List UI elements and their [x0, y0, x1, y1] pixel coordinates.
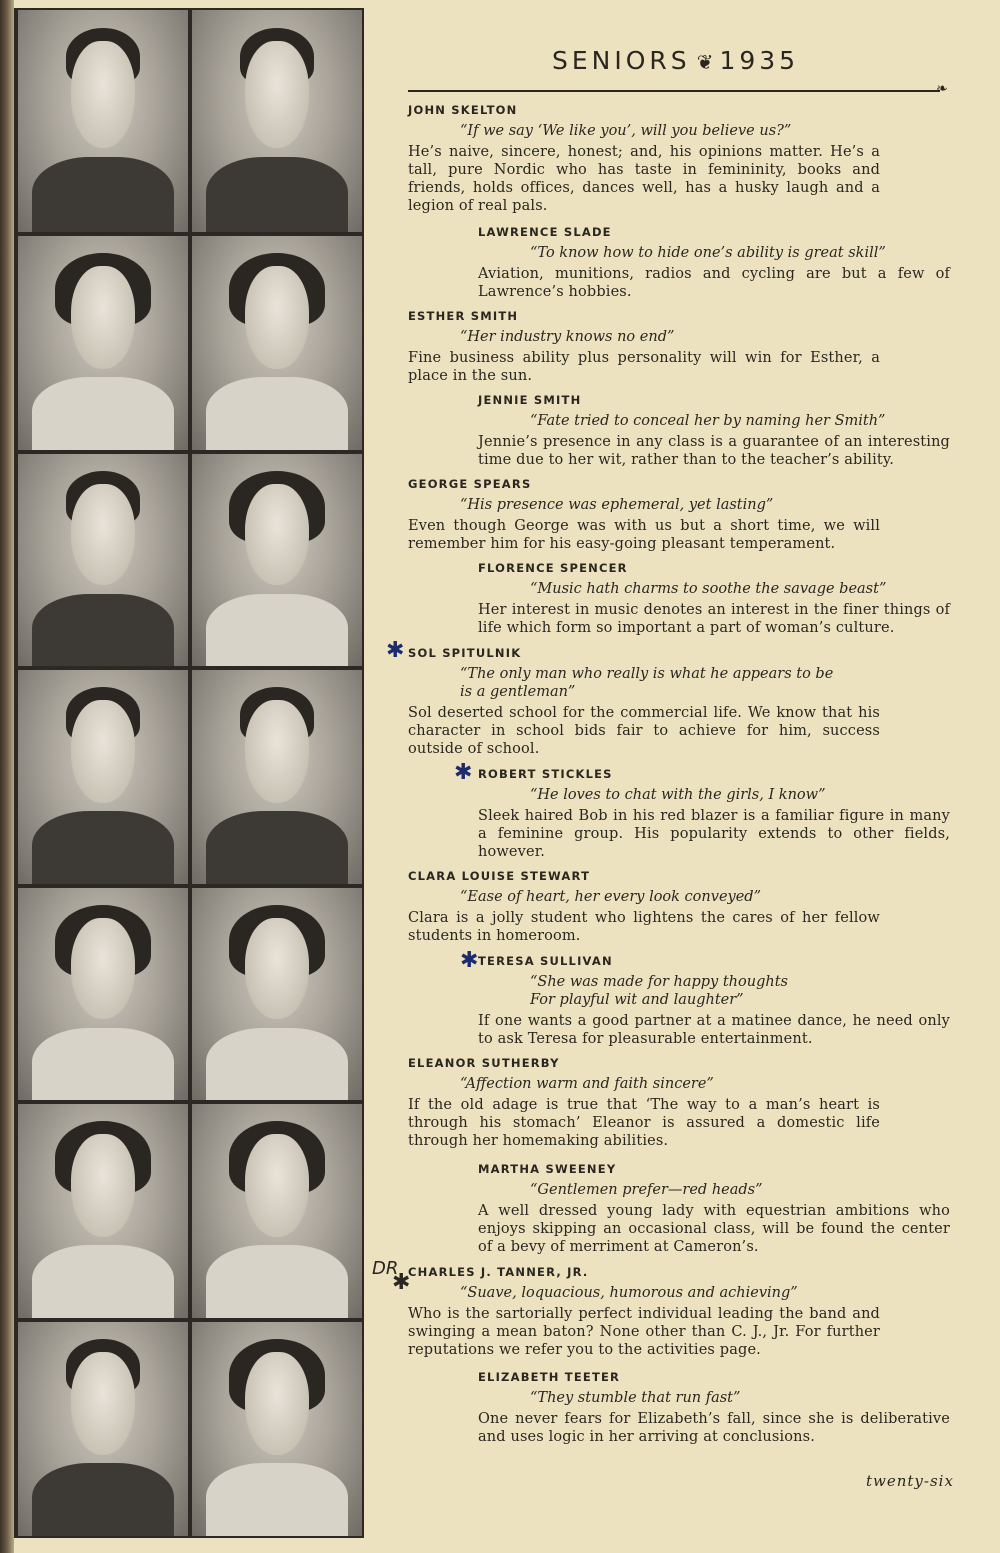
- page-title-year: 1935: [719, 46, 800, 75]
- senior-quote: “If we say ‘We like you’, will you believe us?”: [460, 123, 792, 139]
- senior-entry: [478, 1161, 950, 1256]
- senior-bio: Who is the sartorially perfect individual leading the band and swinging a mean baton? None other than C. J., Jr. For further reputations we refer you to the activities page.: [408, 1306, 880, 1358]
- senior-name: ELIZABETH TEETER: [478, 1370, 621, 1384]
- page-title-label: SENIORS: [552, 46, 691, 75]
- page-number: twenty-six: [866, 1472, 954, 1490]
- portrait-teresa-sullivan: [192, 888, 362, 1100]
- senior-quote: “She was made for happy thoughts For playful wit and laughter”: [530, 974, 788, 1008]
- star-annotation-icon: ✱: [460, 948, 479, 973]
- senior-entry: [478, 560, 950, 637]
- senior-quote: “The only man who really is what he appears to be is a gentleman”: [460, 666, 834, 700]
- senior-name: CLARA LOUISE STEWART: [408, 869, 591, 883]
- senior-bio: If the old adage is true that ‘The way to a man’s heart is through his stomach’ Eleanor is assured a domestic life through her homemaking abilities.: [408, 1097, 880, 1149]
- senior-name: SOL SPITULNIK: [408, 646, 522, 660]
- senior-bio: If one wants a good partner at a matinee dance, he need only to ask Teresa for pleasurable entertainment.: [478, 1013, 950, 1047]
- senior-quote: “Suave, loquacious, humorous and achieving”: [460, 1285, 798, 1301]
- star-annotation-icon: ✱: [392, 1270, 411, 1295]
- senior-entry: [478, 766, 950, 861]
- senior-name: MARTHA SWEENEY: [478, 1162, 617, 1176]
- senior-bio: Aviation, munitions, radios and cycling are but a few of Lawrence’s hobbies.: [478, 266, 950, 300]
- portrait-esther-smith: [18, 236, 188, 450]
- header-rule: [408, 90, 940, 92]
- senior-bio: He’s naive, sincere, honest; and, his opinions matter. He’s a tall, pure Nordic who has taste in femininity, books and friends, holds offices, dances well, has a husky laugh and a legion of real pals.: [408, 144, 880, 214]
- senior-entry: [408, 308, 880, 385]
- senior-entry: [408, 645, 880, 758]
- senior-quote: “He loves to chat with the girls, I know”: [530, 787, 826, 803]
- portrait-robert-stickles: [192, 670, 362, 884]
- portrait-charles-tanner: [18, 1322, 188, 1536]
- senior-name: JOHN SKELTON: [408, 103, 518, 117]
- senior-quote: “Her industry knows no end”: [460, 329, 675, 345]
- senior-name: ROBERT STICKLES: [478, 767, 613, 781]
- senior-entry: [478, 953, 950, 1048]
- leaf-ornament-icon: ❦: [696, 50, 714, 74]
- senior-name: ELEANOR SUTHERBY: [408, 1056, 560, 1070]
- senior-quote: “His presence was ephemeral, yet lasting”: [460, 497, 774, 513]
- portrait-florence-spencer: [192, 454, 362, 666]
- senior-quote: “They stumble that run fast”: [530, 1390, 741, 1406]
- senior-name: TERESA SULLIVAN: [478, 954, 613, 968]
- senior-quote: “Fate tried to conceal her by naming her Smith”: [530, 413, 886, 429]
- senior-bio: Her interest in music denotes an interest in the finer things of life which form so important a part of woman’s culture.: [478, 602, 950, 636]
- portrait-george-spears: [18, 454, 188, 666]
- senior-entry: [408, 868, 880, 945]
- senior-bio: Jennie’s presence in any class is a guarantee of an interesting time due to her wit, rather than to the teacher’s ability.: [478, 434, 950, 468]
- handwritten-initials: DR: [372, 1258, 399, 1279]
- portrait-column: [14, 8, 364, 1538]
- senior-quote: “Gentlemen prefer—red heads”: [530, 1182, 763, 1198]
- senior-entry: [478, 1369, 950, 1446]
- senior-entry: [408, 1264, 880, 1359]
- senior-entry: [478, 224, 950, 301]
- senior-bio: Sleek haired Bob in his red blazer is a familiar figure in many a feminine group. His popularity extends to other fields, however.: [478, 808, 950, 860]
- senior-entry: [408, 1055, 880, 1150]
- senior-quote: “Affection warm and faith sincere”: [460, 1076, 714, 1092]
- senior-name: ESTHER SMITH: [408, 309, 519, 323]
- senior-name: CHARLES J. TANNER, JR.: [408, 1265, 589, 1279]
- senior-entry: [478, 392, 950, 469]
- portrait-clara-louise-stewart: [18, 888, 188, 1100]
- senior-bio: Even though George was with us but a short time, we will remember him for his easy-going pleasant temperament.: [408, 518, 880, 552]
- senior-name: GEORGE SPEARS: [408, 477, 532, 491]
- star-annotation-icon: ✱: [454, 760, 473, 785]
- senior-quote: “Music hath charms to soothe the savage beast”: [530, 581, 887, 597]
- page-binding: [0, 0, 14, 1553]
- portrait-sol-spitulnik: [18, 670, 188, 884]
- senior-bio: A well dressed young lady with equestrian ambitions who enjoys skipping an occasional class, will be found the center of a bevy of merriment at Cameron’s.: [478, 1203, 950, 1255]
- senior-quote: “To know how to hide one’s ability is great skill”: [530, 245, 886, 261]
- page-title: [552, 46, 799, 75]
- senior-bio: One never fears for Elizabeth’s fall, since she is deliberative and uses logic in her arriving at conclusions.: [478, 1411, 950, 1445]
- rule-flourish-icon: ❧: [936, 81, 948, 97]
- portrait-martha-sweeney: [192, 1104, 362, 1318]
- senior-entry: [408, 476, 880, 553]
- senior-name: FLORENCE SPENCER: [478, 561, 628, 575]
- senior-name: LAWRENCE SLADE: [478, 225, 612, 239]
- senior-quote: “Ease of heart, her every look conveyed”: [460, 889, 761, 905]
- senior-bio: Clara is a jolly student who lightens the cares of her fellow students in homeroom.: [408, 910, 880, 944]
- portrait-eleanor-sutherby: [18, 1104, 188, 1318]
- star-annotation-icon: ✱: [386, 638, 405, 663]
- portrait-jennie-smith: [192, 236, 362, 450]
- portrait-elizabeth-teeter: [192, 1322, 362, 1536]
- portrait-john-skelton: [18, 10, 188, 232]
- senior-entry: [408, 102, 880, 215]
- senior-name: JENNIE SMITH: [478, 393, 582, 407]
- senior-bio: Fine business ability plus personality will win for Esther, a place in the sun.: [408, 350, 880, 384]
- senior-bio: Sol deserted school for the commercial life. We know that his character in school bids fair to achieve for him, success outside of school.: [408, 705, 880, 757]
- portrait-lawrence-slade: [192, 10, 362, 232]
